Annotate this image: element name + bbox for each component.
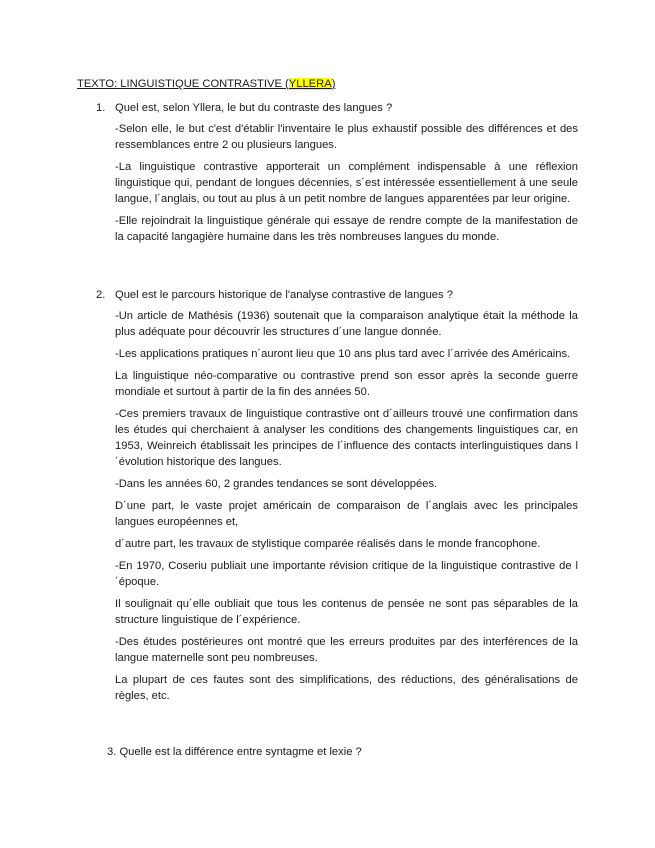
- answer-block-2: [115, 308, 578, 710]
- question-3-number: 3.: [107, 746, 117, 758]
- document-title: [77, 76, 335, 92]
- title-prefix: TEXTO: LINGUISTIQUE CONTRASTIVE (: [77, 78, 289, 90]
- question-2-text: Quel est le parcours historique de l'analyse contrastive de langues ?: [115, 289, 453, 301]
- answer-2-paragraph: La plupart de ces fautes sont des simplifications, des réductions, des généralisations de règles, etc.: [115, 674, 578, 702]
- answer-2-paragraph: D´une part, le vaste projet américain de comparaison de l´anglais avec les principales langues européennes et,: [115, 500, 578, 528]
- question-1: [96, 100, 392, 116]
- question-3-text: Quelle est la différence entre syntagme et lexie ?: [119, 746, 362, 758]
- question-2: [96, 287, 453, 303]
- answer-2-paragraph: -En 1970, Coseriu publiait une importante révision critique de la linguistique contrastive de l´époque.: [115, 560, 578, 588]
- answer-1-paragraph: -Elle rejoindrait la linguistique générale qui essaye de rendre compte de la manifestation de la capacité langagière humaine dans les très nombreuses langues du monde.: [115, 215, 578, 243]
- answer-2-paragraph: -Dans les années 60, 2 grandes tendances se sont développées.: [115, 478, 438, 490]
- answer-2-paragraph: La linguistique néo-comparative ou contrastive prend son essor après la seconde guerre mondiale et surtout à partir de la fin des années 50.: [115, 370, 578, 398]
- question-1-number: 1.: [96, 102, 106, 114]
- answer-1-paragraph: -Selon elle, le but c'est d'établir l'inventaire le plus exhaustif possible des différences et des ressemblances entre 2 ou plusieurs langues.: [115, 123, 578, 151]
- question-1-text: Quel est, selon Yllera, le but du contraste des langues ?: [115, 102, 393, 114]
- answer-2-paragraph: -Les applications pratiques n´auront lieu que 10 ans plus tard avec l´arrivée des Américains.: [115, 348, 571, 360]
- answer-2-paragraph: -Un article de Mathésis (1936) soutenait que la comparaison analytique était la méthode la plus adéquate pour découvrir les structures d´une langue donnée.: [115, 310, 578, 338]
- title-suffix: ): [331, 78, 336, 90]
- answer-2-paragraph: -Des études postérieures ont montré que les erreurs produites par des interférences de la langue maternelle sont peu nombreuses.: [115, 636, 578, 664]
- answer-block-1: [115, 121, 578, 251]
- answer-2-paragraph: d´autre part, les travaux de stylistique comparée réalisés dans le monde francophone.: [115, 538, 541, 550]
- answer-2-paragraph: Il soulignait qu´elle oubliait que tous les contenus de pensée ne sont pas séparables de la structure linguistique de l´expérience.: [115, 598, 578, 626]
- answer-1-paragraph: -La linguistique contrastive apporterait un complément indispensable à une réflexion linguistique qui, pendant de longues décennies, s´est intéressée essentiellement à une seule langue, l´anglais, ou tout au plus à un petit nombre de langues apparentées par leur origine.: [115, 161, 578, 205]
- question-2-number: 2.: [96, 289, 106, 301]
- answer-2-paragraph: -Ces premiers travaux de linguistique contrastive ont d´ailleurs trouvé une confirmation dans les études qui cherchaient à analyser les conditions des changements linguistiques car, en 1953, Weinreich établissait les principes de l´influence des contacts interlinguistiques dans l´évolution historique des langues.: [115, 408, 578, 468]
- title-highlight: YLLERA: [288, 78, 332, 90]
- question-3: [107, 744, 362, 760]
